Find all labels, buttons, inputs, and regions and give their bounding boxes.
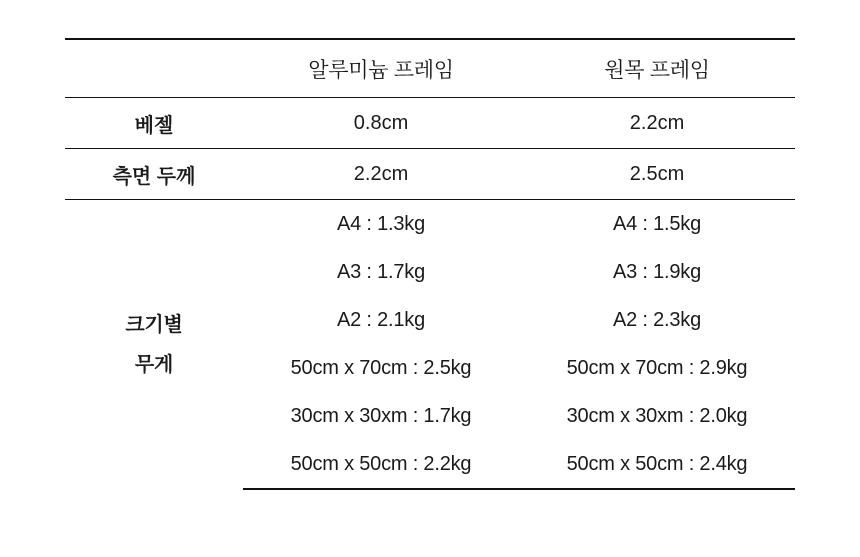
table-row <box>65 98 795 149</box>
row-label-weight-by-size <box>65 200 243 490</box>
cell-weight-aluminum: A4 : 1.3kg <box>336 212 426 235</box>
table-header-row <box>65 39 795 98</box>
cell-weight-wood: 50cm x 50cm : 2.4kg <box>519 440 795 489</box>
row-label-side-thickness: 측면 두께 <box>65 149 243 200</box>
cell-weight-wood: 50cm x 70cm : 2.9kg <box>566 356 748 379</box>
cell-weight-wood: 30cm x 30xm : 2.0kg <box>566 404 748 427</box>
cell-side-thickness-wood: 2.5cm <box>519 149 795 200</box>
column-header-aluminum: 알루미늄 프레임 <box>243 39 519 98</box>
cell-weight-wood: A2 : 2.3kg <box>612 308 702 331</box>
cell-weight-aluminum: 50cm x 70cm : 2.5kg <box>290 356 472 379</box>
cell-weight-wood: A3 : 1.9kg <box>612 260 702 283</box>
cell-weight-aluminum: A3 : 1.7kg <box>336 260 426 283</box>
cell-weight-aluminum: 30cm x 30xm : 1.7kg <box>290 404 472 427</box>
cell-weight-aluminum: 50cm x 50cm : 2.2kg <box>243 440 519 489</box>
table-row <box>65 200 795 249</box>
weight-label-line2: 무게 <box>134 353 174 376</box>
cell-weight-aluminum: A2 : 2.1kg <box>336 308 426 331</box>
cell-side-thickness-aluminum: 2.2cm <box>243 149 519 200</box>
header-corner-blank <box>65 39 243 98</box>
table-row <box>65 149 795 200</box>
cell-weight-wood: A4 : 1.5kg <box>612 212 702 235</box>
weight-label-line1: 크기별 <box>125 313 183 336</box>
row-label-bezel: 베젤 <box>65 98 243 149</box>
cell-bezel-aluminum: 0.8cm <box>243 98 519 149</box>
frame-spec-table <box>65 38 795 490</box>
spec-table-container <box>65 38 795 490</box>
column-header-wood: 원목 프레임 <box>519 39 795 98</box>
cell-bezel-wood: 2.2cm <box>519 98 795 149</box>
